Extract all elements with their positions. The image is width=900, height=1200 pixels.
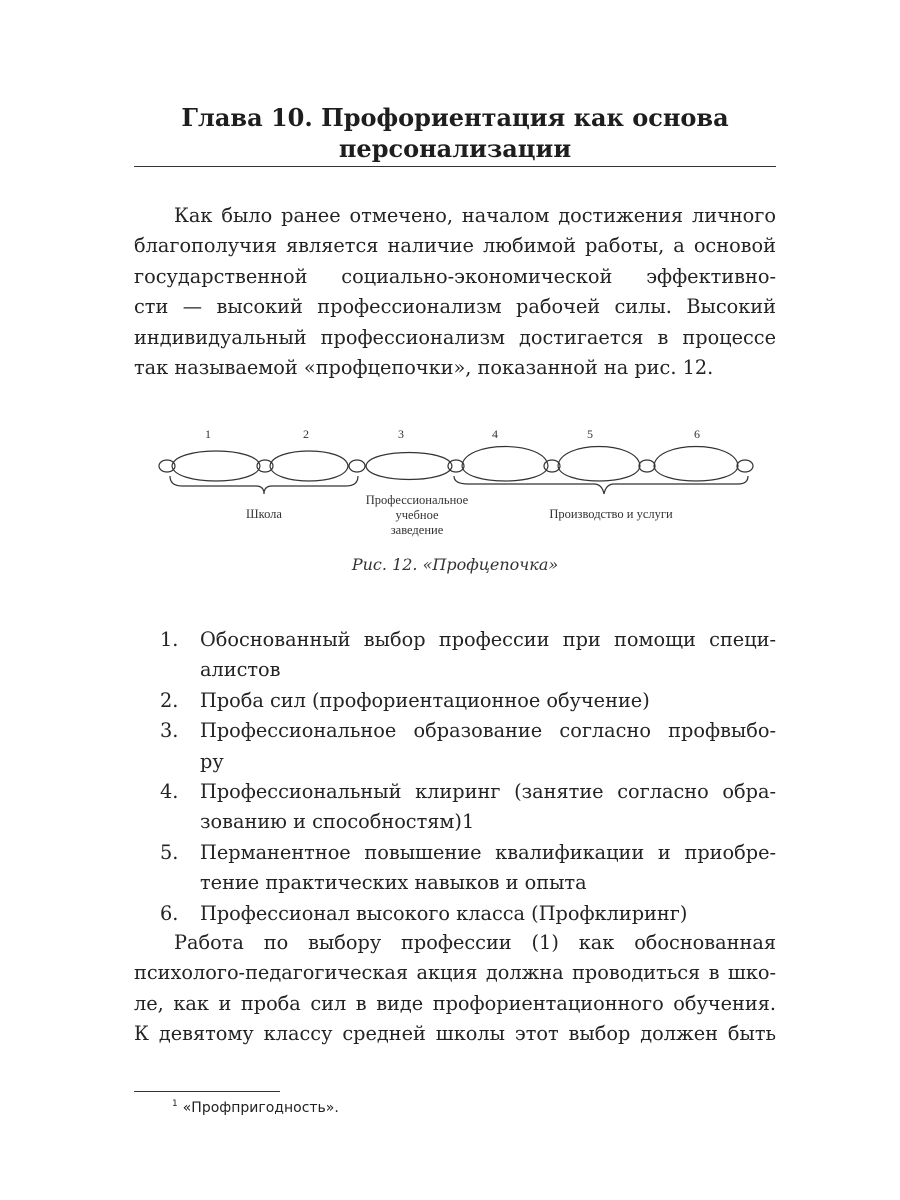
list-item-text: тение практических навыков и опыта: [200, 871, 587, 895]
chain-link-5-shape: [558, 447, 640, 482]
title-underline: [134, 166, 776, 167]
group-label-school: Школа: [246, 507, 282, 521]
list-item-text: Обоснованный выбор профессии при помощи специ-: [200, 628, 776, 651]
footnote-text: «Профпригодность».: [182, 1100, 339, 1116]
list-item-number: 1.: [160, 628, 179, 651]
chain-joint: [349, 460, 365, 472]
intro-paragraph: [134, 201, 776, 383]
list-item-number: 6.: [160, 901, 179, 925]
intro-line: индивидуальный профессионализм достигается в процессе: [134, 325, 776, 349]
chain-link-4-shape: [462, 447, 548, 482]
chain-joint: [737, 460, 753, 472]
footnote-mark: 1: [172, 1099, 178, 1109]
figure-caption: Рис. 12. «Профцепочка»: [351, 555, 559, 574]
group-label-edu-3: заведение: [390, 523, 444, 537]
list-item: [160, 625, 776, 686]
list-item-text: алистов: [200, 658, 281, 682]
link-label-4: 4: [492, 427, 498, 441]
second-paragraph: [134, 928, 776, 1050]
link-label-3: 3: [398, 427, 404, 441]
link-label-2: 2: [303, 427, 309, 441]
footnote: [172, 1099, 339, 1116]
link-label-5: 5: [587, 427, 593, 441]
brace-production: [454, 476, 748, 494]
chain-joint: [639, 460, 655, 472]
chain-link-3-shape: [366, 453, 452, 480]
list-item-text: ру: [200, 749, 224, 773]
list-item: [160, 686, 776, 716]
intro-line: Как было ранее отмечено, началом достижения личного: [174, 204, 776, 227]
list-item-text: Профессиональное образование согласно профвыбо-: [200, 719, 776, 743]
chapter-title-line-2: персонализации: [338, 134, 572, 163]
para-line: К девятому классу средней школы этот выбор должен быть: [134, 1022, 776, 1046]
chapter-title: [134, 102, 776, 164]
list-item: [160, 777, 776, 838]
link-label-1: 1: [205, 427, 211, 441]
list-item-number: 3.: [160, 719, 179, 743]
chain-link-1-shape: [172, 451, 260, 481]
list-item-text: зованию и способностям)1: [200, 810, 475, 834]
intro-line: сти — высокий профессионализм рабочей силы. Высокий: [134, 295, 776, 319]
para-line: ле, как и проба сил в виде профориентационного обучения.: [134, 991, 776, 1015]
list-item-number: 4.: [160, 780, 179, 804]
profchain-figure: [134, 420, 776, 550]
group-label-production: Производство и услуги: [549, 507, 673, 521]
intro-line: так называемой «профцепочки», показанной на рис. 12.: [134, 356, 714, 380]
chain-link-2-shape: [270, 451, 348, 481]
list-item-text: Профессиональный клиринг (занятие согласно обра-: [200, 780, 776, 804]
para-line: психолого-педагогическая акция должна проводиться в шко-: [134, 961, 776, 985]
list-item: [160, 716, 776, 777]
para-line: Работа по выбору профессии (1) как обоснованная: [174, 931, 776, 954]
list-item: [160, 838, 776, 899]
chain-link-6-shape: [654, 447, 738, 482]
list-item-number: 2.: [160, 688, 179, 712]
list-item-text: Перманентное повышение квалификации и приобре-: [200, 840, 776, 864]
list-item-text: Проба сил (профориентационное обучение): [200, 688, 650, 712]
footnote-rule: [134, 1091, 280, 1092]
intro-line: государственной социально-экономической эффективно-: [134, 264, 776, 288]
group-label-edu-1: Профессиональное: [365, 493, 469, 507]
list-item-number: 5.: [160, 840, 179, 864]
group-label-edu-2: учебное: [395, 508, 439, 522]
list-item-text: Профессионал высокого класса (Профклиринг): [200, 901, 688, 925]
list-item: [160, 899, 776, 929]
profchain-diagram: [134, 420, 776, 550]
intro-line: благополучия является наличие любимой работы, а основой: [134, 234, 776, 258]
profchain-steps-list: [160, 625, 776, 929]
link-label-6: 6: [694, 427, 700, 441]
chapter-title-line-1: Глава 10. Профориентация как основа: [181, 103, 729, 132]
